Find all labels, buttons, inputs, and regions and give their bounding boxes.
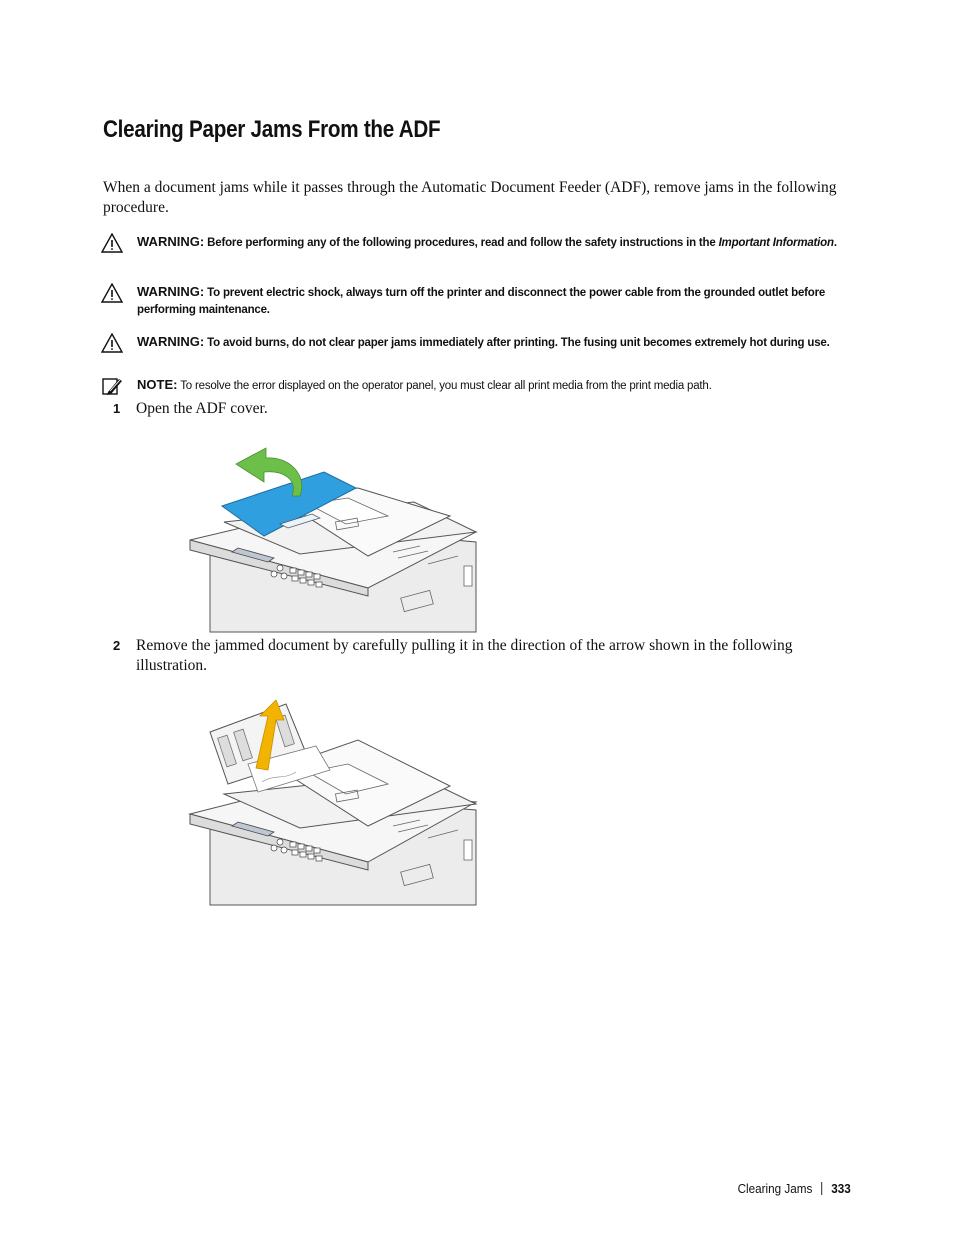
footer-divider — [822, 1182, 823, 1195]
warning-3 — [101, 333, 861, 352]
warning-label: WARNING: — [137, 234, 205, 249]
warning-tail: . — [833, 237, 837, 249]
note-label: NOTE: — [137, 377, 178, 392]
step-text: Open the ADF cover. — [136, 400, 268, 417]
note — [101, 376, 861, 395]
warning-1 — [101, 233, 861, 252]
warning-body: To avoid burns, do not clear paper jams immediately after printing. The fusing unit becomes extremely hot during use. — [207, 337, 830, 349]
page-footer — [738, 1181, 851, 1196]
remove-jammed-document-illustration — [188, 700, 480, 906]
note-text — [137, 376, 851, 395]
page-number: 333 — [831, 1181, 851, 1196]
warning-text — [137, 233, 851, 252]
step-number: 1 — [113, 401, 121, 416]
step-1 — [113, 399, 813, 419]
step-2 — [113, 636, 813, 676]
intro-paragraph: When a document jams while it passes through the Automatic Document Feeder (ADF), remove jams in the following procedure. — [103, 179, 837, 216]
warning-text — [137, 333, 851, 352]
step-text: Remove the jammed document by carefully pulling it in the direction of the arrow shown in the following illustration. — [136, 637, 793, 674]
warning-label: WARNING: — [137, 334, 205, 349]
important-information-ref: Important Information — [718, 237, 834, 249]
note-body: To resolve the error displayed on the operator panel, you must clear all print media from the print media path. — [180, 380, 712, 392]
warning-body: Before performing any of the following procedures, read and follow the safety instructions in the — [207, 237, 719, 249]
open-adf-cover-illustration — [188, 444, 480, 634]
warning-text — [137, 283, 851, 319]
warning-triangle-icon — [101, 333, 123, 353]
warning-2 — [101, 283, 861, 319]
warning-label: WARNING: — [137, 284, 205, 299]
step-number: 2 — [113, 638, 121, 653]
warning-body: To prevent electric shock, always turn off the printer and disconnect the power cable from the grounded outlet before performing maintenance. — [137, 287, 826, 316]
pencil-note-icon — [101, 376, 123, 396]
page-title: Clearing Paper Jams From the ADF — [103, 116, 441, 143]
warning-triangle-icon — [101, 283, 123, 303]
footer-section: Clearing Jams — [737, 1181, 813, 1196]
warning-triangle-icon — [101, 233, 123, 253]
